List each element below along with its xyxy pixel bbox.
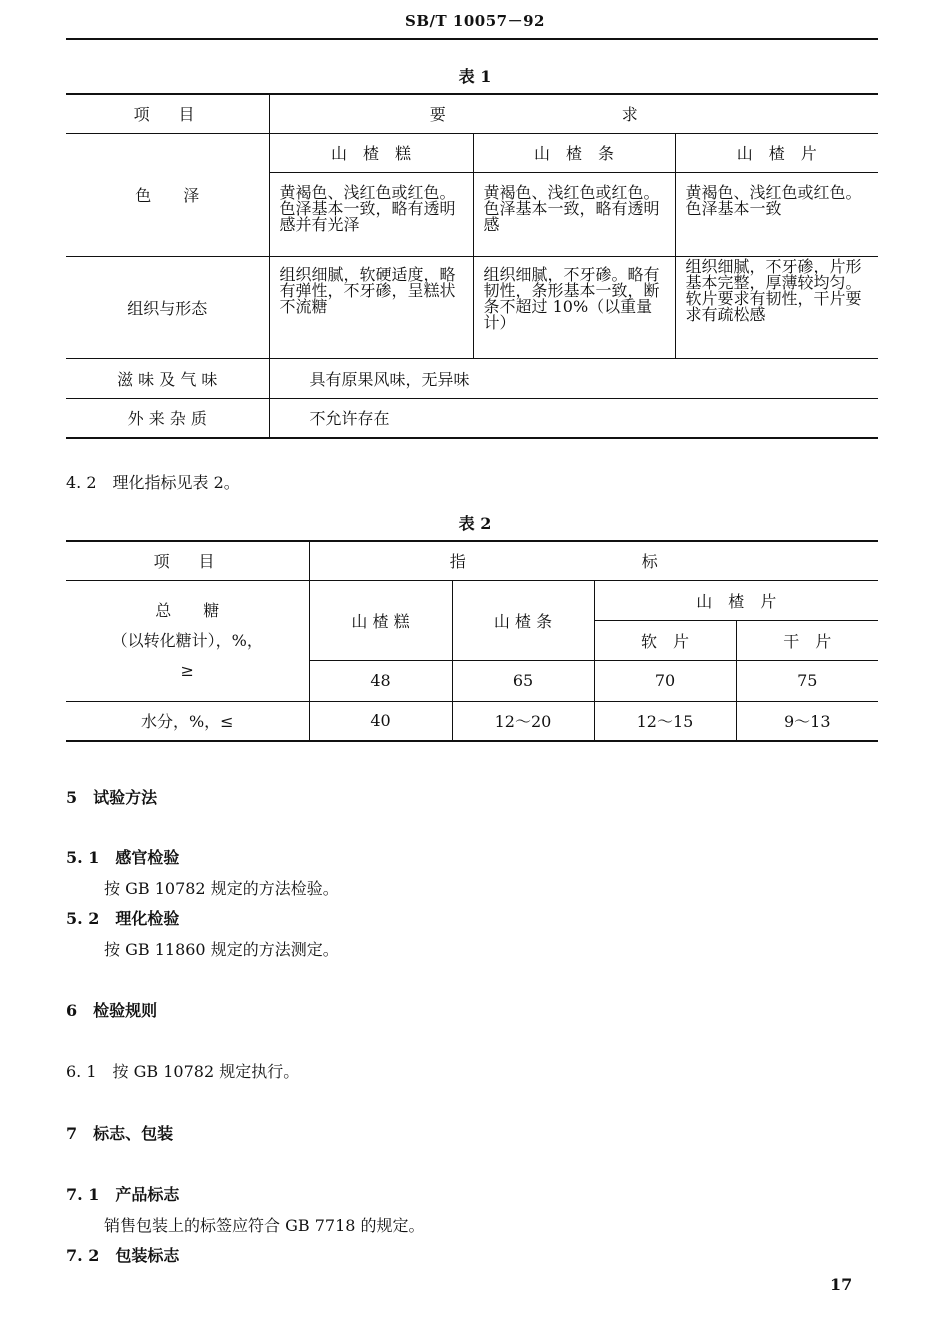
t1-texture-tiao: 组织细腻，不牙碜。略有韧性，条形基本一致，断条不超过 10%（以重量计） [473,256,675,358]
t1-row-impurity-label: 外 来 杂 质 [66,398,269,438]
t2-header-index: 指 标 [309,541,878,580]
t2-moisture-label: 水分，%，≤ [66,701,309,741]
section-7-2-title: 7. 2 包装标志 [66,1246,180,1265]
section-6-title: 6 检验规则 [66,1001,158,1020]
t2-sugar-label-line1: 总 糖 [155,600,220,620]
t1-texture-pian: 组织细腻，不牙碜，片形基本完整，厚薄较均匀。软片要求有韧性，干片要求有疏松感 [675,256,878,358]
t2-col-dry: 干 片 [736,620,878,660]
section-7-1-title: 7. 1 产品标志 [66,1185,180,1204]
document-header: SB/T 10057－92 [405,12,545,30]
t2-sugar-label-line3: ≥ [180,660,194,680]
t2-moisture-soft: 12～15 [594,701,736,741]
table1-caption: 表 1 [458,67,492,86]
t1-subheader-pian: 山 楂 片 [675,133,878,172]
t1-header-requirement: 要 求 [269,94,878,133]
t1-texture-gao: 组织细腻，软硬适度，略有弹性，不牙碜，呈糕状不流糖 [269,256,473,358]
section-5-1-title: 5. 1 感官检验 [66,848,180,867]
section-6-1-text: 6. 1 按 GB 10782 规定执行。 [66,1062,300,1081]
page-number: 17 [830,1275,853,1294]
t1-impurity-value: 不允许存在 [269,398,878,438]
t1-color-tiao: 黄褐色、浅红色或红色。色泽基本一致，略有透明感 [473,172,675,256]
section-7-title: 7 标志、包装 [66,1124,174,1143]
t1-subheader-gao: 山 楂 糕 [269,133,473,172]
section-5-2-title: 5. 2 理化检验 [66,909,180,928]
t1-color-gao: 黄褐色、浅红色或红色。色泽基本一致，略有透明感并有光泽 [269,172,473,256]
t2-col-tiao: 山 楂 条 [452,580,594,660]
table-1 [66,93,878,439]
section-5-2-text: 按 GB 11860 规定的方法测定。 [104,940,339,959]
para-4-2: 4. 2 理化指标见表 2。 [66,473,240,492]
t2-sugar-label [66,580,309,701]
t1-row-color-label: 色 泽 [66,133,269,256]
t2-col-soft: 软 片 [594,620,736,660]
t2-sugar-dry: 75 [736,660,878,701]
t2-moisture-gao: 40 [309,701,452,741]
t2-moisture-dry: 9～13 [736,701,878,741]
section-5-title: 5 试验方法 [66,788,158,807]
t2-col-pian: 山 楂 片 [594,580,878,620]
table2-caption: 表 2 [458,514,492,533]
table-2 [66,540,878,742]
t1-color-pian: 黄褐色、浅红色或红色。色泽基本一致 [675,172,878,256]
t2-moisture-tiao: 12～20 [452,701,594,741]
t2-sugar-soft: 70 [594,660,736,701]
section-7-1-text: 销售包装上的标签应符合 GB 7718 的规定。 [104,1216,425,1235]
t1-row-taste-label: 滋 味 及 气 味 [66,358,269,398]
t1-subheader-tiao: 山 楂 条 [473,133,675,172]
t2-sugar-label-line2: （以转化糖计），%， [111,630,263,650]
t1-taste-value: 具有原果风味，无异味 [269,358,878,398]
t2-col-gao: 山 楂 糕 [309,580,452,660]
section-5-1-text: 按 GB 10782 规定的方法检验。 [104,879,339,898]
t2-sugar-gao: 48 [309,660,452,701]
t1-header-item: 项 目 [66,94,269,133]
header-rule [66,38,878,40]
t2-header-item: 项 目 [66,541,309,580]
t1-row-texture-label: 组织与形态 [66,256,269,358]
t2-sugar-tiao: 65 [452,660,594,701]
